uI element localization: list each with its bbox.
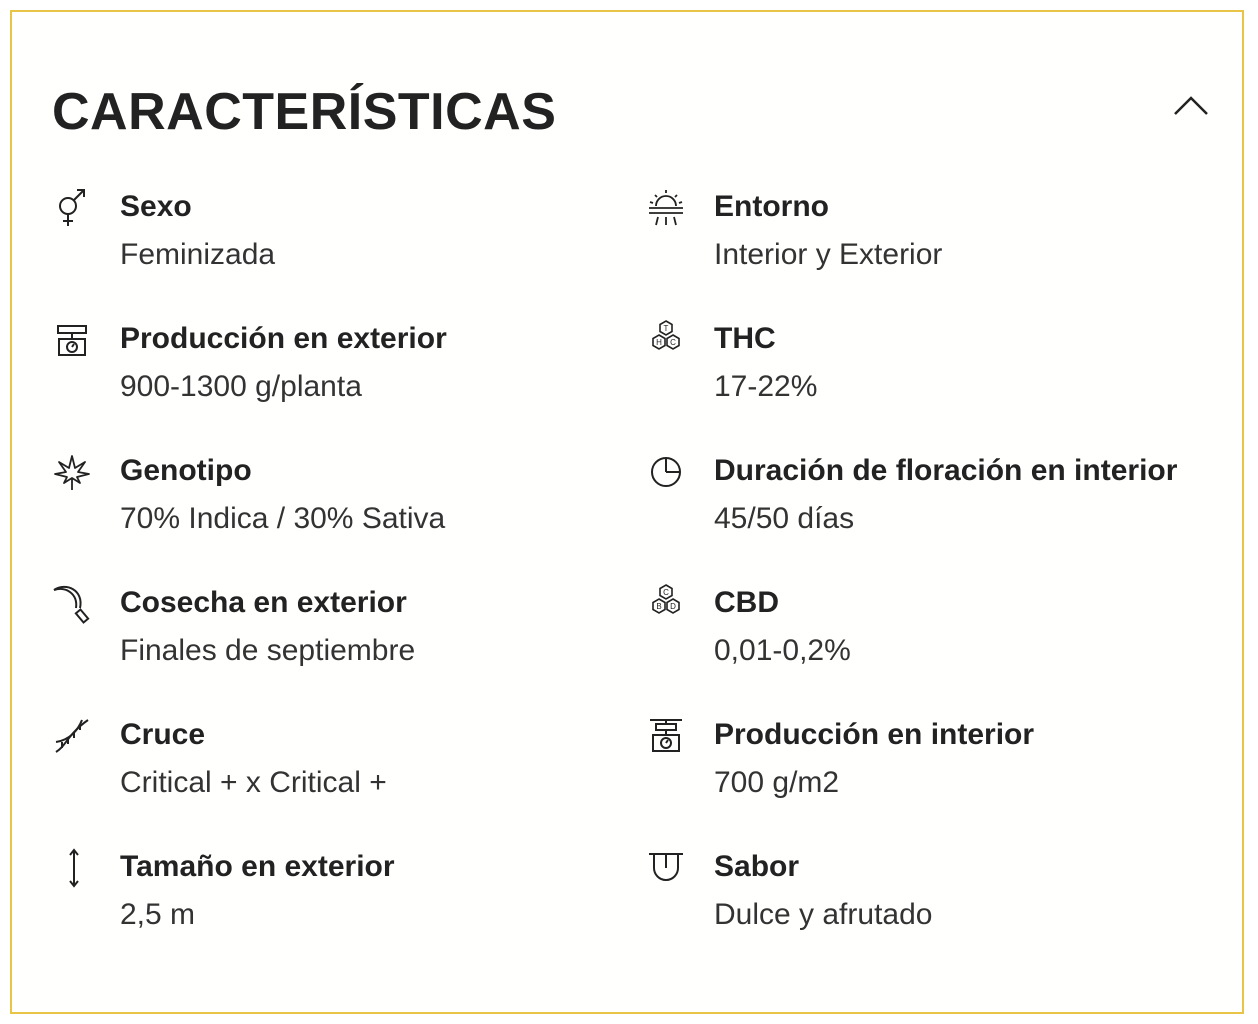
spec-label: Producción en exterior xyxy=(120,322,447,355)
clock-icon xyxy=(646,452,686,492)
spec-label: Tamaño en exterior xyxy=(120,850,395,883)
sun-field-icon xyxy=(646,188,686,228)
spec-value: 900-1300 g/planta xyxy=(120,370,362,403)
spec-label: Entorno xyxy=(714,190,829,223)
tongue-icon xyxy=(646,848,686,888)
spec-label: Sabor xyxy=(714,850,800,883)
chevron-up-icon xyxy=(1172,90,1210,120)
svg-text:C: C xyxy=(670,338,676,347)
characteristics-panel xyxy=(10,10,1244,1014)
spec-label: Cruce xyxy=(120,718,206,751)
svg-text:H: H xyxy=(656,338,662,347)
spec-label: CBD xyxy=(714,586,779,619)
height-arrow-icon xyxy=(52,848,92,888)
cannabis-leaf-icon xyxy=(52,452,92,492)
spec-value: Finales de septiembre xyxy=(120,634,416,667)
spec-value: Dulce y afrutado xyxy=(714,898,933,931)
spec-label: Producción en interior xyxy=(714,718,1035,751)
section-title: CARACTERÍSTICAS xyxy=(52,83,557,141)
spec-value: Feminizada xyxy=(120,238,276,271)
spec-value: 0,01-0,2% xyxy=(714,634,851,667)
spec-value: 70% Indica / 30% Sativa xyxy=(120,502,446,535)
svg-text:T: T xyxy=(663,324,669,333)
scale-icon xyxy=(52,320,92,360)
gender-icon xyxy=(52,188,92,228)
spec-label: Duración de floración en interior xyxy=(714,454,1178,487)
svg-text:B: B xyxy=(656,602,662,611)
spec-value: Critical + x Critical + xyxy=(120,766,387,799)
sickle-icon xyxy=(52,584,92,624)
spec-label: Genotipo xyxy=(120,454,252,487)
thc-molecule-icon xyxy=(646,320,686,360)
spec-value: 2,5 m xyxy=(120,898,196,931)
spec-value: 17-22% xyxy=(714,370,818,403)
spec-value: 45/50 días xyxy=(714,502,855,535)
dna-icon xyxy=(52,716,92,756)
cbd-molecule-icon xyxy=(646,584,686,624)
indoor-scale-icon xyxy=(646,716,686,756)
svg-text:D: D xyxy=(670,602,676,611)
collapse-button[interactable] xyxy=(1172,90,1210,120)
spec-label: THC xyxy=(714,322,776,355)
svg-text:C: C xyxy=(663,588,669,597)
spec-label: Cosecha en exterior xyxy=(120,586,407,619)
spec-label: Sexo xyxy=(120,190,192,223)
spec-value: Interior y Exterior xyxy=(714,238,943,271)
spec-value: 700 g/m2 xyxy=(714,766,840,799)
